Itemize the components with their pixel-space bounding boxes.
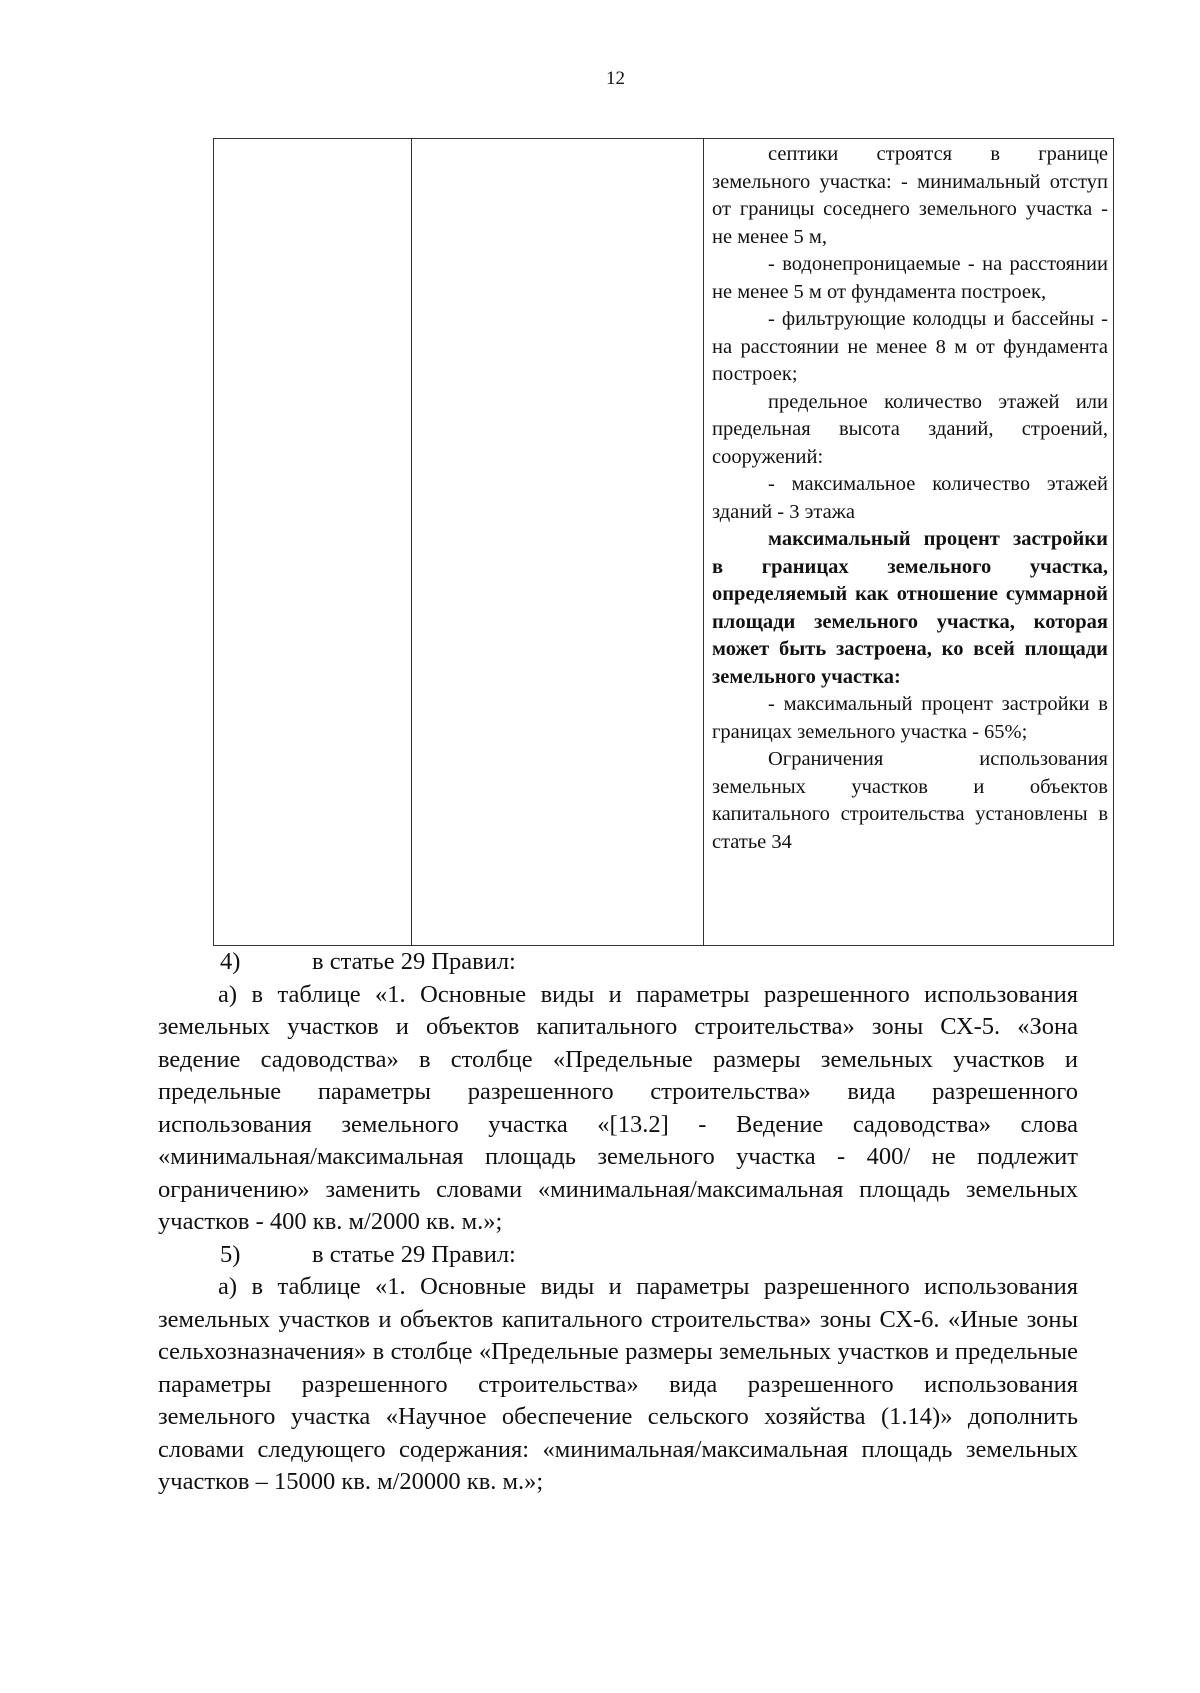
item-5-text: в статье 29 Правил: xyxy=(312,1240,516,1268)
cell-paragraph: - водонепроницаемые - на расстоянии не менее 5 м от фундамента построек, xyxy=(712,253,1108,303)
table-row xyxy=(214,139,1114,946)
cell-paragraph: предельное количество этажей или предельная высота зданий, строений, сооружений: xyxy=(712,390,1108,468)
item-4-text: в статье 29 Правил: xyxy=(312,948,516,975)
cell-paragraph: - максимальный процент застройки в границах земельного участка - 65%; xyxy=(712,693,1108,743)
item-5-number: 5) xyxy=(220,1240,241,1268)
cell-paragraph: - фильтрующие колодцы и бассейны - на расстоянии не менее 8 м от фундамента построек; xyxy=(712,308,1108,385)
item-4-heading xyxy=(158,946,1078,979)
table-cell-empty-2 xyxy=(412,139,704,946)
cell-paragraph-bold: максимальный процент застройки в границах земельного участка, определяемый как отношение суммарной площади земельного участка, которая может быть застроена, ко всей площади земельного участка: xyxy=(712,528,1108,688)
cell-paragraph: - максимальное количество этажей зданий - 3 этажа xyxy=(712,473,1108,523)
parameters-text xyxy=(712,141,1108,856)
cell-paragraph: септики строятся в границе земельного участка: - минимальный отступ от границы соседнего земельного участка - не менее 5 м, xyxy=(712,143,1108,248)
item-4-subitem-a: а) в таблице «1. Основные виды и параметры разрешенного использования земельных участков и объектов капитального строительства» зоны СХ-5. «Зона ведение садоводства» в столбце «Предельные размеры земельных участков и предельные параметры разрешенного строительства» вида разрешенного использования земельного участка «[13.2] - Ведение садоводства» слова «минимальная/максимальная площадь земельного участка - 400/ не подлежит ограничению» заменить словами «минимальная/максимальная площадь земельных участков - 400 кв. м/2000 кв. м.»; xyxy=(158,980,1078,1235)
cell-paragraph: Ограничения использования земельных участков и объектов капитального строительства установлены в статье 34 xyxy=(712,748,1108,853)
table-cell-parameters xyxy=(704,139,1114,946)
table-cell-empty-1 xyxy=(214,139,412,946)
page-number: 12 xyxy=(606,68,625,89)
item-4-number: 4) xyxy=(220,948,241,975)
item-5-subitem-a: а) в таблице «1. Основные виды и параметры разрешенного использования земельных участков и объектов капитального строительства» зоны СХ-6. «Иные зоны сельхозназначения» в столбце «Предельные размеры земельных участков и предельные параметры разрешенного строительства» вида разрешенного использования земельного участка «Научное обеспечение сельского хозяйства (1.14)» дополнить словами следующего содержания: «минимальная/максимальная площадь земельных участков – 15000 кв. м/20000 кв. м.»; xyxy=(158,1273,1078,1495)
item-5-heading xyxy=(158,1239,1078,1272)
document-body xyxy=(158,946,1078,1499)
parameters-table xyxy=(213,138,1114,946)
